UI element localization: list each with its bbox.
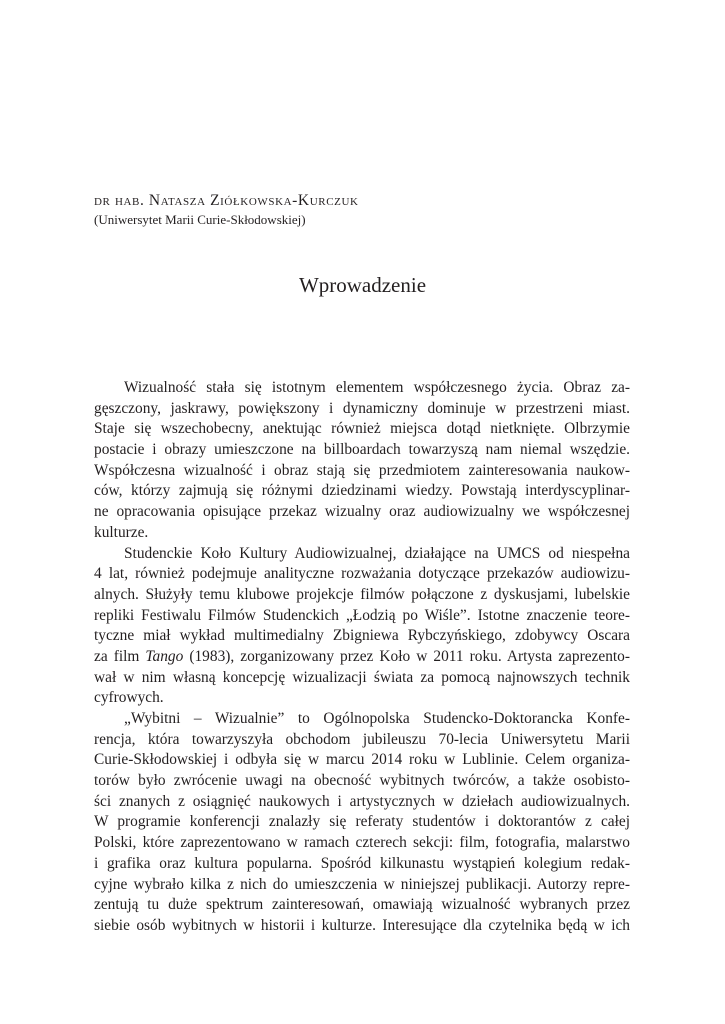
body-text xyxy=(94,378,630,937)
paragraph-line: kulturze. xyxy=(94,523,149,541)
paragraph-line: tyczne miał wykład multimedialny Zbigniewa Rybczyńskiego, zdobywcy Oscara xyxy=(94,627,630,645)
paragraph-line: Curie-Skłodowskiej i odbyła się w marcu 2014 roku w Lublinie. Celem organiza- xyxy=(94,751,630,769)
paragraph-line: i grafika oraz kultura popularna. Spośród kilkunastu wystąpień kolegium redak- xyxy=(94,854,630,872)
paragraph-line: zentują tu duże spektrum zainteresowań, omawiają wizualność wybranych przez xyxy=(94,896,630,914)
paragraph-line: „Wybitni – Wizualnie” to Ogólnopolska Studencko-Doktorancka Konfe- xyxy=(124,710,630,727)
paragraph-line: Polski, które zaprezentowano w ramach czterech sekcji: film, fotografia, malarstwo xyxy=(94,834,630,852)
line-segment: za film xyxy=(94,647,146,665)
paragraph-line: 4 lat, również podejmuje analityczne rozważania dotyczące przekazów audiowizu- xyxy=(94,565,630,583)
line-segment: (1983), zorganizowany przez Koło w 2011 roku. Artysta zaprezento- xyxy=(183,647,630,665)
paragraph-line: ców, którzy zajmują się różnymi dziedzinami wiedzy. Powstają interdyscyplinar- xyxy=(94,482,630,500)
paragraph-line: repliki Festiwalu Filmów Studenckich „Łodzią po Wiśle”. Istotne znaczenie teore- xyxy=(94,606,630,624)
film-title: Tango xyxy=(145,647,184,665)
paragraph-line: cyjne wybrało kilka z nich do umieszczenia w niniejszej publikacji. Autorzy repre- xyxy=(94,875,630,893)
paragraph-line: torów było zwrócenie uwagi na obecność wybitnych twórców, a także osobisto- xyxy=(94,772,630,790)
paragraph-line: ści znanych z osiągnięć naukowych i artystycznych w dziełach audiowizualnych. xyxy=(94,792,630,810)
paragraph-line: Studenckie Koło Kultury Audiowizualnej, działające na UMCS od niespełna xyxy=(124,544,630,562)
paragraph-line: wał w nim własną koncepcję wizualizacji świata za pomocą najnowszych technik xyxy=(94,668,630,686)
paragraph-line: W programie konferencji znalazły się referaty studentów i doktorantów z całej xyxy=(94,813,630,831)
paragraph-line: cyfrowych. xyxy=(94,689,164,707)
paragraph-line: alnych. Służyły temu klubowe projekcje filmów połączone z dyskusjami, lubelskie xyxy=(94,585,630,603)
author-name: dr hab. Natasza Ziółkowska-Kurczuk xyxy=(94,192,359,209)
paragraph-line: postacie i obrazy umieszczone na billboardach towarzyszą nam niemal wszędzie. xyxy=(94,441,630,459)
paragraph-line: Staje się wszechobecny, anektując również miejsca dotąd nietknięte. Olbrzymie xyxy=(94,420,630,438)
paragraph-line-with-title xyxy=(94,647,630,668)
paragraph-line: siebie osób wybitnych w historii i kulturze. Interesujące dla czytelnika będą w ich xyxy=(94,916,630,934)
author-affiliation: (Uniwersytet Marii Curie-Skłodowskiej) xyxy=(94,212,306,227)
paragraph-line: gęszczony, jaskrawy, powiększony i dynamiczny dominuje w przestrzeni miast. xyxy=(94,399,630,417)
chapter-title: Wprowadzenie xyxy=(298,273,427,297)
paragraph-line: rencja, która towarzyszyła obchodom jubileuszu 70-lecia Uniwersytetu Marii xyxy=(94,730,630,748)
paragraph-line: Wizualność stała się istotnym elementem współczesnego życia. Obraz za- xyxy=(124,379,630,396)
paragraph-line: Współczesna wizualność i obraz stają się przedmiotem zainteresowania naukow- xyxy=(94,461,630,479)
paragraph-line: ne opracowania opisujące przekaz wizualny oraz audiowizualny we współczesnej xyxy=(94,503,630,521)
